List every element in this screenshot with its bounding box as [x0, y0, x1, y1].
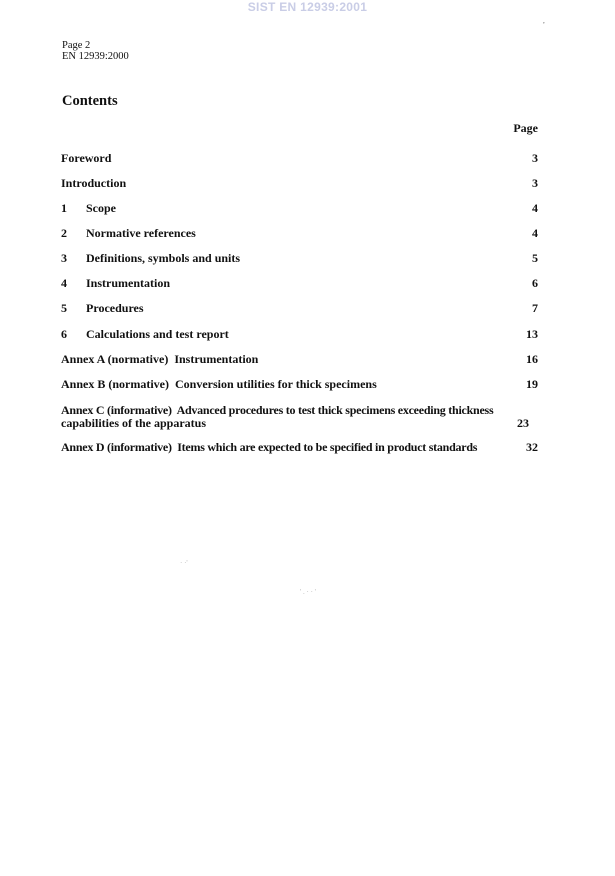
toc-title: Instrumentation [86, 276, 171, 290]
toc-page: 19 [526, 377, 538, 391]
toc-page: 3 [532, 176, 538, 190]
toc-number: 1 [61, 201, 67, 215]
toc-entry-introduction [61, 177, 538, 190]
toc-title-continued: capabilities of the apparatus [61, 416, 207, 430]
page-header [62, 40, 129, 62]
toc-page: 13 [526, 327, 538, 341]
toc-title: Annex C (informative) Advanced procedures to test thick specimens exceeding thickness [61, 403, 494, 417]
toc-title: Procedures [86, 301, 144, 315]
toc-title: Definitions, symbols and units [86, 251, 241, 265]
toc-page: 4 [532, 226, 538, 240]
toc-entry-definitions [61, 252, 538, 265]
standard-number: EN 12939:2000 [62, 51, 129, 62]
toc-title: Calculations and test report [86, 327, 229, 341]
toc-number: 3 [61, 251, 67, 265]
toc-entry-procedures [61, 302, 538, 315]
toc-page: 32 [526, 440, 538, 454]
scan-speck: ' . · · ' [300, 588, 316, 596]
toc-title: Annex D (informative) Items which are expected to be specified in product standards [61, 440, 478, 454]
toc-page: 6 [532, 276, 538, 290]
toc-page: 5 [532, 251, 538, 265]
toc-number: 2 [61, 226, 67, 240]
contents-heading: Contents [62, 93, 118, 109]
toc-entry-instrumentation [61, 277, 538, 290]
toc-title: Annex B (normative) Conversion utilities for thick specimens [61, 377, 377, 391]
toc-entry-annex-a [61, 353, 538, 366]
scan-speck: · ·' [180, 559, 188, 567]
page-number: Page 2 [62, 40, 91, 51]
toc-title: Normative references [86, 226, 196, 240]
scan-speck: , [543, 17, 545, 25]
watermark: SIST EN 12939:2001 [247, 0, 368, 14]
toc-entry-calculations [61, 328, 538, 341]
toc-page: 16 [526, 352, 538, 366]
toc-number: 4 [61, 276, 67, 290]
toc-entry-annex-b [61, 378, 538, 391]
toc-entry-scope [61, 202, 538, 215]
toc-page: 4 [532, 201, 538, 215]
page-column-label: Page [513, 121, 538, 135]
toc-page: 3 [532, 151, 538, 165]
toc-title: Introduction [61, 176, 127, 190]
toc-entry-annex-c [61, 404, 538, 430]
toc-number: 5 [61, 301, 67, 315]
toc-title: Foreword [61, 151, 112, 165]
toc-entry-normative-references [61, 227, 538, 240]
toc-number: 6 [61, 327, 67, 341]
toc-page: 7 [532, 301, 538, 315]
toc-entry-annex-d [61, 441, 538, 454]
toc-title: Annex A (normative) Instrumentation [61, 352, 259, 366]
toc-page: 23 [517, 416, 529, 430]
toc-title: Scope [86, 201, 116, 215]
toc-entry-foreword [61, 152, 538, 165]
